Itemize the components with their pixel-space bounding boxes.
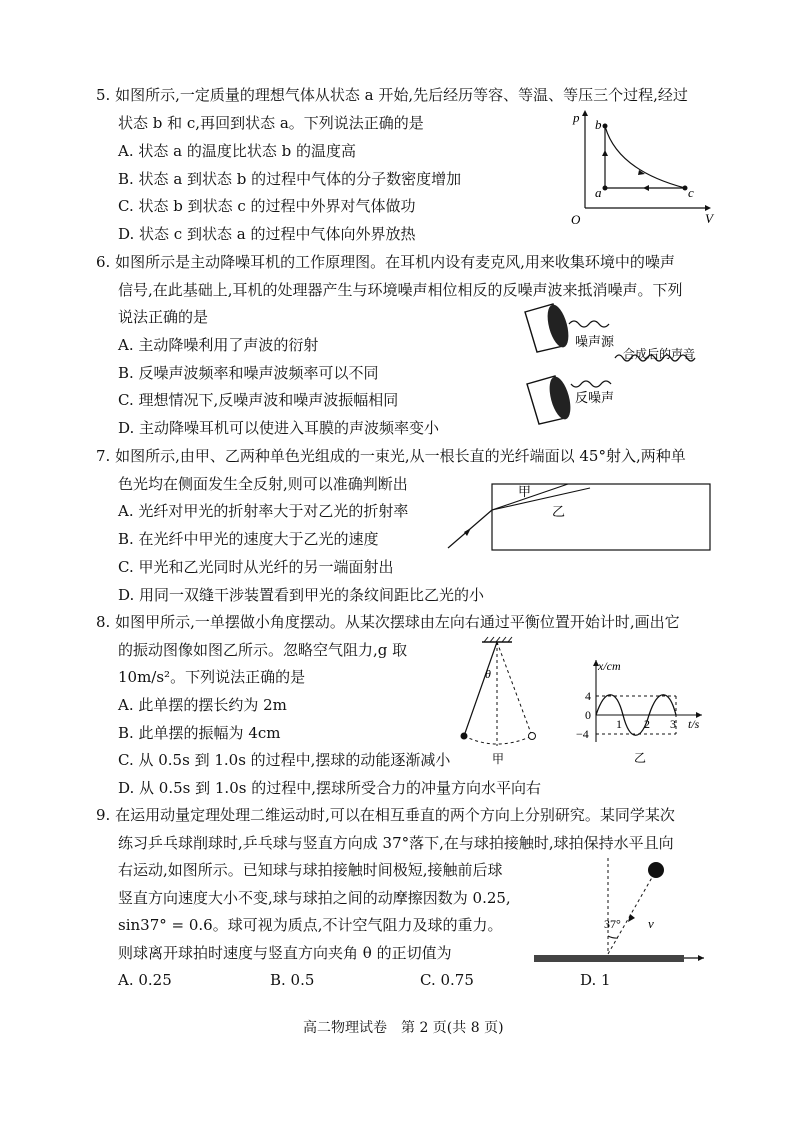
- q7-option-b: B. 在光纤中甲光的速度大于乙光的速度: [118, 530, 379, 548]
- q5-pv-diagram: [565, 108, 715, 228]
- q6-option-a: A. 主动降噪利用了声波的衍射: [118, 336, 319, 354]
- q7-label-yi: 乙: [552, 504, 566, 519]
- q8-xtick-2: 2: [644, 717, 650, 731]
- q5-stem-line1: 5. 如图所示,一定质量的理想气体从状态 a 开始,先后经历等容、等温、等压三个过程,经过: [96, 86, 688, 104]
- q6-option-c: C. 理想情况下,反噪声波和噪声波振幅相同: [118, 391, 399, 409]
- q7-fiber-diagram: [440, 478, 715, 558]
- q6-stem-line2: 信号,在此基础上,耳机的处理器产生与环境噪声相位相反的反噪声波来抵消噪声。下列: [118, 281, 683, 299]
- q9-option-b: B. 0.5: [270, 971, 315, 989]
- q9-stem-line2: 练习乒乓球削球时,乒乓球与竖直方向成 37°落下,在与球拍接触时,球拍保持水平且向: [118, 834, 674, 852]
- q6-stem-line1: 6. 如图所示是主动降噪耳机的工作原理图。在耳机内设有麦克风,用来收集环境中的噪声: [96, 253, 675, 271]
- q8-ytick-0: 0: [585, 708, 591, 722]
- q5-axis-v: V: [705, 211, 713, 226]
- q9-angle-label: 37°: [604, 917, 621, 931]
- q8-xtick-3: 3: [670, 717, 676, 731]
- q5-option-a: A. 状态 a 的温度比状态 b 的温度高: [118, 142, 356, 160]
- q5-state-c: c: [688, 185, 694, 200]
- q6-option-d: D. 主动降噪耳机可以使进入耳膜的声波频率变小: [118, 419, 440, 437]
- q8-xlabel: t/s: [688, 717, 700, 731]
- q5-state-b: b: [595, 117, 602, 132]
- q7-label-jia: 甲: [518, 484, 532, 499]
- q5-option-b: B. 状态 a 到状态 b 的过程中气体的分子数密度增加: [118, 170, 462, 188]
- q7-option-d: D. 用同一双缝干涉装置看到甲光的条纹间距比乙光的小: [118, 586, 485, 604]
- speaker-top-icon: [525, 302, 572, 352]
- q9-stem-line5: sin37° = 0.6。球可视为质点,不计空气阻力及球的重力。: [118, 916, 503, 934]
- q8-stem-line2: 的振动图像如图乙所示。忽略空气阻力,g 取: [118, 641, 408, 659]
- q5-option-c: C. 状态 b 到状态 c 的过程中外界对气体做功: [118, 197, 416, 215]
- q8-option-a: A. 此单摆的摆长约为 2m: [118, 696, 287, 714]
- q5-axis-p: p: [573, 110, 580, 125]
- q6-noise-cancel-diagram: [515, 300, 715, 425]
- q8-option-d: D. 从 0.5s 到 1.0s 的过程中,摆球所受合力的冲量方向水平向右: [118, 779, 541, 797]
- q9-stem-line6: 则球离开球拍时速度与竖直方向夹角 θ 的正切值为: [118, 944, 452, 962]
- q5-option-d: D. 状态 c 到状态 a 的过程中气体向外界放热: [118, 225, 416, 243]
- q9-option-a: A. 0.25: [118, 971, 172, 989]
- q8-option-b: B. 此单摆的振幅为 4cm: [118, 724, 281, 742]
- speaker-bottom-icon: [527, 374, 574, 424]
- page-footer: 高二物理试卷 第 2 页(共 8 页): [303, 1020, 504, 1036]
- q9-stem-line4: 竖直方向速度大小不变,球与球拍之间的动摩擦因数为 0.25,: [118, 889, 511, 907]
- ball-icon: [648, 862, 664, 878]
- q6-option-b: B. 反噪声波频率和噪声波频率可以不同: [118, 364, 379, 382]
- q8-theta: θ: [485, 667, 491, 681]
- q8-xtick-1: 1: [616, 717, 622, 731]
- q9-option-d: D. 1: [580, 971, 611, 989]
- q8-option-c: C. 从 0.5s 到 1.0s 的过程中,摆球的动能逐渐减小: [118, 751, 451, 769]
- q5-stem-line2: 状态 b 和 c,再回到状态 a。下列说法正确的是: [118, 114, 424, 132]
- q5-origin: O: [571, 212, 581, 227]
- q8-ytick-4: 4: [585, 689, 591, 703]
- q8-pendulum-diagram: [452, 636, 552, 766]
- q8-ytick-neg4: −4: [576, 727, 589, 741]
- q9-stem-line1: 9. 在运用动量定理处理二维运动时,可以在相互垂直的两个方向上分别研究。某同学某次: [96, 806, 675, 824]
- q8-caption-yi: 乙: [634, 751, 647, 765]
- q9-velocity-label: v: [648, 916, 654, 931]
- q6-label-anti: 反噪声: [575, 390, 615, 405]
- q7-stem-line1: 7. 如图所示,由甲、乙两种单色光组成的一束光,从一根长直的光纤端面以 45°射入,两种单: [96, 447, 686, 465]
- q8-stem-line1: 8. 如图甲所示,一单摆做小角度摆动。从某次摆球由左向右通过平衡位置开始计时,画出它: [96, 613, 680, 631]
- q6-label-combined: 合成后的声音: [623, 347, 696, 361]
- q9-stem-line3: 右运动,如图所示。已知球与球拍接触时间极短,接触前后球: [118, 861, 503, 879]
- q9-option-c: C. 0.75: [420, 971, 474, 989]
- paddle: [534, 955, 684, 962]
- q8-ylabel: x/cm: [598, 659, 621, 673]
- q6-stem-line3: 说法正确的是: [118, 308, 209, 326]
- q8-caption-jia: 甲: [492, 752, 505, 766]
- q8-vibration-graph: [572, 658, 712, 768]
- q5-state-a: a: [595, 185, 602, 200]
- q6-label-noise: 噪声源: [575, 334, 615, 349]
- q7-stem-line2: 色光均在侧面发生全反射,则可以准确判断出: [118, 475, 408, 493]
- q8-stem-line3: 10m/s²。下列说法正确的是: [118, 668, 306, 686]
- q9-pingpong-diagram: [532, 852, 712, 967]
- q7-option-a: A. 光纤对甲光的折射率大于对乙光的折射率: [118, 502, 409, 520]
- q7-option-c: C. 甲光和乙光同时从光纤的另一端面射出: [118, 558, 394, 576]
